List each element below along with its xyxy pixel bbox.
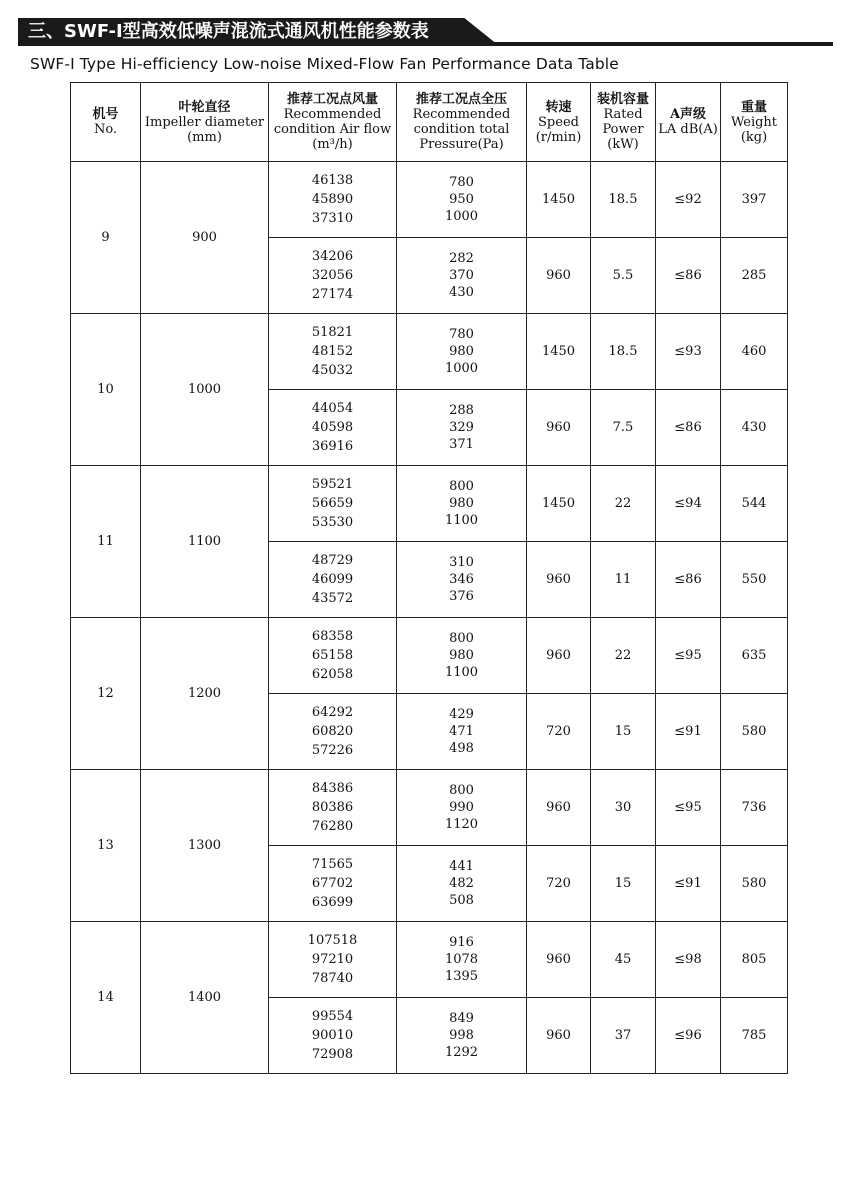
cell-airflow — [269, 618, 397, 694]
airflow-value: 36916 — [311, 439, 354, 454]
cell-speed: 720 — [527, 846, 591, 922]
cell-airflow — [269, 314, 397, 390]
pressure-value: 1000 — [444, 209, 479, 224]
cell-rated-power: 22 — [591, 466, 656, 542]
cell-pressure — [397, 770, 527, 846]
cell-pressure — [397, 390, 527, 466]
table-row — [71, 314, 788, 390]
cell-rated-power: 15 — [591, 846, 656, 922]
pressure-value: 1120 — [444, 817, 479, 832]
cell-weight: 785 — [721, 998, 788, 1074]
pressure-value: 780 — [449, 175, 474, 190]
table-row — [71, 770, 788, 846]
cell-noise-level: ≤86 — [656, 238, 721, 314]
cell-rated-power: 18.5 — [591, 314, 656, 390]
airflow-value: 53530 — [311, 515, 354, 530]
airflow-value: 34206 — [311, 249, 354, 264]
cell-pressure — [397, 542, 527, 618]
pressure-value: 780 — [449, 327, 474, 342]
cell-speed: 960 — [527, 618, 591, 694]
cell-impeller-diameter: 1300 — [141, 770, 269, 922]
cell-airflow — [269, 238, 397, 314]
pressure-value: 998 — [449, 1028, 474, 1043]
cell-rated-power: 11 — [591, 542, 656, 618]
pressure-value: 329 — [449, 420, 474, 435]
table-row — [71, 922, 788, 998]
airflow-value: 78740 — [311, 971, 354, 986]
cell-speed: 1450 — [527, 162, 591, 238]
airflow-value: 43572 — [311, 591, 354, 606]
cell-airflow — [269, 998, 397, 1074]
col-header-speed: 转速 Speed (r/min) — [527, 83, 591, 162]
cell-rated-power: 5.5 — [591, 238, 656, 314]
cell-pressure — [397, 314, 527, 390]
page-subtitle: SWF-Ⅰ Type Hi-efficiency Low-noise Mixed-Flow Fan Performance Data Table — [30, 55, 619, 73]
airflow-value: 51821 — [311, 325, 354, 340]
cell-rated-power: 45 — [591, 922, 656, 998]
airflow-value: 57226 — [311, 743, 354, 758]
pressure-value: 482 — [449, 876, 474, 891]
pressure-value: 800 — [449, 783, 474, 798]
pressure-value: 916 — [449, 935, 474, 950]
cell-weight: 430 — [721, 390, 788, 466]
airflow-value: 107518 — [307, 933, 358, 948]
airflow-value: 76280 — [311, 819, 354, 834]
airflow-value: 56659 — [311, 496, 354, 511]
cell-pressure — [397, 238, 527, 314]
table-header-row — [71, 83, 788, 162]
airflow-value: 59521 — [311, 477, 354, 492]
airflow-value: 48729 — [311, 553, 354, 568]
airflow-value: 99554 — [311, 1009, 354, 1024]
cell-airflow — [269, 162, 397, 238]
cell-pressure — [397, 846, 527, 922]
pressure-value: 800 — [449, 479, 474, 494]
airflow-value: 46138 — [311, 173, 354, 188]
cell-noise-level: ≤98 — [656, 922, 721, 998]
cell-airflow — [269, 846, 397, 922]
pressure-value: 282 — [449, 251, 474, 266]
pressure-value: 1100 — [444, 513, 479, 528]
cell-weight: 805 — [721, 922, 788, 998]
pressure-value: 980 — [449, 496, 474, 511]
airflow-value: 68358 — [311, 629, 354, 644]
cell-machine-no: 12 — [71, 618, 141, 770]
cell-noise-level: ≤86 — [656, 390, 721, 466]
pressure-value: 980 — [449, 344, 474, 359]
col-header-pressure: 推荐工况点全压 Recommended condition total Pressure(Pa) — [397, 83, 527, 162]
airflow-value: 63699 — [311, 895, 354, 910]
cell-weight: 736 — [721, 770, 788, 846]
pressure-value: 1000 — [444, 361, 479, 376]
cell-rated-power: 22 — [591, 618, 656, 694]
cell-noise-level: ≤96 — [656, 998, 721, 1074]
cell-speed: 1450 — [527, 314, 591, 390]
cell-noise-level: ≤93 — [656, 314, 721, 390]
page-title: 三、SWF-Ⅰ型高效低噪声混流式通风机性能参数表 — [28, 21, 429, 42]
cell-pressure — [397, 998, 527, 1074]
airflow-value: 71565 — [311, 857, 354, 872]
pressure-value: 950 — [449, 192, 474, 207]
airflow-value: 45890 — [311, 192, 354, 207]
cell-machine-no: 11 — [71, 466, 141, 618]
performance-table — [70, 82, 788, 1074]
cell-noise-level: ≤91 — [656, 694, 721, 770]
airflow-value: 37310 — [311, 211, 354, 226]
cell-noise-level: ≤86 — [656, 542, 721, 618]
airflow-value: 84386 — [311, 781, 354, 796]
cell-weight: 460 — [721, 314, 788, 390]
cell-weight: 544 — [721, 466, 788, 542]
cell-airflow — [269, 694, 397, 770]
col-header-weight: 重量 Weight (kg) — [721, 83, 788, 162]
pressure-value: 376 — [449, 589, 474, 604]
airflow-value: 44054 — [311, 401, 354, 416]
pressure-value: 1078 — [444, 952, 479, 967]
cell-weight: 285 — [721, 238, 788, 314]
cell-impeller-diameter: 1400 — [141, 922, 269, 1074]
cell-rated-power: 18.5 — [591, 162, 656, 238]
pressure-value: 1395 — [444, 969, 479, 984]
pressure-value: 429 — [449, 707, 474, 722]
cell-airflow — [269, 922, 397, 998]
cell-machine-no: 9 — [71, 162, 141, 314]
airflow-value: 48152 — [311, 344, 354, 359]
cell-speed: 720 — [527, 694, 591, 770]
col-header-no: 机号 No. — [71, 83, 141, 162]
cell-pressure — [397, 618, 527, 694]
pressure-value: 441 — [449, 859, 474, 874]
col-header-airflow: 推荐工况点风量 Recommended condition Air flow (m³/h) — [269, 83, 397, 162]
cell-speed: 960 — [527, 390, 591, 466]
pressure-value: 508 — [449, 893, 474, 908]
airflow-value: 32056 — [311, 268, 354, 283]
cell-pressure — [397, 922, 527, 998]
col-header-power: 装机容量 Rated Power (kW) — [591, 83, 656, 162]
cell-machine-no: 10 — [71, 314, 141, 466]
pressure-value: 980 — [449, 648, 474, 663]
table-row — [71, 618, 788, 694]
table-row — [71, 162, 788, 238]
airflow-value: 67702 — [311, 876, 354, 891]
airflow-value: 45032 — [311, 363, 354, 378]
cell-rated-power: 15 — [591, 694, 656, 770]
cell-impeller-diameter: 1000 — [141, 314, 269, 466]
cell-speed: 960 — [527, 922, 591, 998]
pressure-value: 346 — [449, 572, 474, 587]
pressure-value: 849 — [449, 1011, 474, 1026]
col-header-diameter: 叶轮直径 Impeller diameter (mm) — [141, 83, 269, 162]
cell-machine-no: 13 — [71, 770, 141, 922]
cell-pressure — [397, 466, 527, 542]
pressure-value: 498 — [449, 741, 474, 756]
airflow-value: 64292 — [311, 705, 354, 720]
cell-rated-power: 7.5 — [591, 390, 656, 466]
pressure-value: 430 — [449, 285, 474, 300]
cell-airflow — [269, 770, 397, 846]
cell-impeller-diameter: 900 — [141, 162, 269, 314]
cell-rated-power: 30 — [591, 770, 656, 846]
cell-weight: 550 — [721, 542, 788, 618]
cell-pressure — [397, 162, 527, 238]
pressure-value: 1292 — [444, 1045, 479, 1060]
cell-airflow — [269, 466, 397, 542]
table-body — [71, 162, 788, 1074]
cell-noise-level: ≤95 — [656, 770, 721, 846]
airflow-value: 60820 — [311, 724, 354, 739]
cell-noise-level: ≤92 — [656, 162, 721, 238]
airflow-value: 40598 — [311, 420, 354, 435]
pressure-value: 990 — [449, 800, 474, 815]
cell-machine-no: 14 — [71, 922, 141, 1074]
cell-noise-level: ≤94 — [656, 466, 721, 542]
cell-airflow — [269, 390, 397, 466]
pressure-value: 1100 — [444, 665, 479, 680]
cell-rated-power: 37 — [591, 998, 656, 1074]
cell-weight: 635 — [721, 618, 788, 694]
airflow-value: 46099 — [311, 572, 354, 587]
pressure-value: 370 — [449, 268, 474, 283]
pressure-value: 371 — [449, 437, 474, 452]
title-banner — [18, 18, 833, 48]
airflow-value: 62058 — [311, 667, 354, 682]
col-header-noise: A声级 LA dB(A) — [656, 83, 721, 162]
cell-impeller-diameter: 1200 — [141, 618, 269, 770]
airflow-value: 27174 — [311, 287, 354, 302]
cell-impeller-diameter: 1100 — [141, 466, 269, 618]
cell-pressure — [397, 694, 527, 770]
airflow-value: 90010 — [311, 1028, 354, 1043]
cell-speed: 960 — [527, 998, 591, 1074]
airflow-value: 65158 — [311, 648, 354, 663]
cell-speed: 960 — [527, 542, 591, 618]
airflow-value: 97210 — [311, 952, 354, 967]
pressure-value: 800 — [449, 631, 474, 646]
cell-noise-level: ≤95 — [656, 618, 721, 694]
table-row — [71, 466, 788, 542]
pressure-value: 310 — [449, 555, 474, 570]
cell-weight: 580 — [721, 694, 788, 770]
pressure-value: 288 — [449, 403, 474, 418]
cell-airflow — [269, 542, 397, 618]
cell-noise-level: ≤91 — [656, 846, 721, 922]
cell-weight: 580 — [721, 846, 788, 922]
pressure-value: 471 — [449, 724, 474, 739]
cell-weight: 397 — [721, 162, 788, 238]
airflow-value: 72908 — [311, 1047, 354, 1062]
airflow-value: 80386 — [311, 800, 354, 815]
cell-speed: 960 — [527, 238, 591, 314]
cell-speed: 960 — [527, 770, 591, 846]
cell-speed: 1450 — [527, 466, 591, 542]
